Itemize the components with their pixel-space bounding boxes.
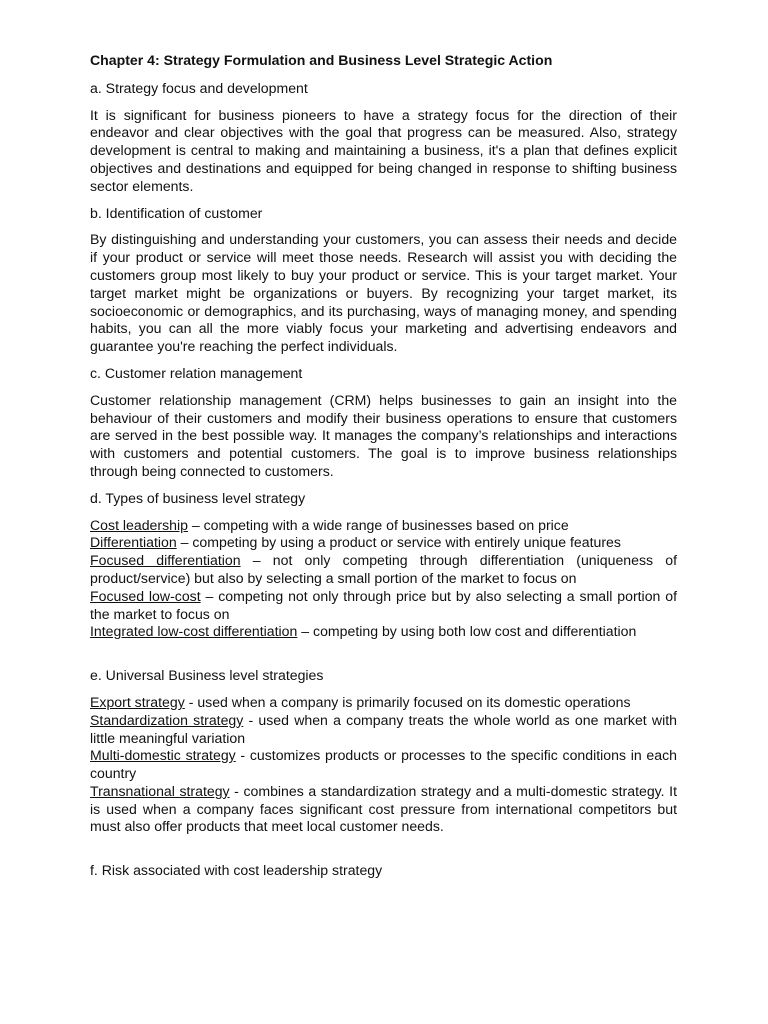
term-description: - combines a standardization strategy and a multi-domestic strategy. It is used when a company faces significant cost pressure from international competitors but must also offer products that meet local customer needs. [90,782,678,835]
section-a-heading: a. Strategy focus and development [90,79,308,96]
section-c-body: Customer relationship management (CRM) helps businesses to gain an insight into the behaviour of their customers and modify their business operations to ensure that customers are served in the best possible way. It manages the company’s relationships and interactions with customers and potential customers. The goal is to improve business relationships through being connected to customers. [90,391,677,479]
list-item [90,552,677,588]
section-e-list [90,694,677,836]
term-description: – competing by using both low cost and differentiation [297,623,637,640]
term-description: - customizes products or processes to the specific conditions in each country [90,747,677,782]
term-focused-low-cost: Focused low-cost [90,587,201,604]
list-item [90,712,677,748]
section-a-body: It is significant for business pioneers to have a strategy focus for the direction of their endeavor and clear objectives with the goal that progress can be measured. Also, strategy development is central to making and maintaining a business, it's a plan that defines explicit objectives and destinations and equipped for being changed in response to shifting business sector elements. [90,106,677,194]
term-differentiation: Differentiation [90,534,177,551]
term-integrated-low-cost-differentiation: Integrated low-cost differentiation [90,623,298,640]
list-item [90,747,677,783]
chapter-title: Chapter 4: Strategy Formulation and Business Level Strategic Action [90,52,553,68]
document-page [90,52,677,889]
section-d-list [90,517,677,642]
term-multi-domestic-strategy: Multi-domestic strategy [90,747,236,764]
list-item [90,588,677,624]
section-b-heading: b. Identification of customer [90,204,263,221]
spacer [90,845,677,862]
section-c-heading: c. Customer relation management [90,364,303,381]
list-item [90,623,677,641]
term-description: – competing by using a product or service with entirely unique features [176,534,621,551]
section-f-heading: f. Risk associated with cost leadership strategy [90,862,383,879]
term-standardization-strategy: Standardization strategy [90,711,244,728]
term-cost-leadership: Cost leadership [90,516,188,533]
list-item [90,783,677,836]
term-description: – competing with a wide range of businesses based on price [187,516,569,533]
term-focused-differentiation: Focused differentiation [90,552,241,569]
term-description: – competing not only through price but by also selecting a small portion of the market to focus on [90,587,677,622]
term-description: - used when a company treats the whole world as one market with little meaningful variation [90,711,677,746]
list-item [90,694,677,712]
term-description: – not only competing through differentiation (uniqueness of product/service) but also by selecting a small portion of the market to focus on [90,552,677,586]
term-transnational-strategy: Transnational strategy [90,782,230,799]
term-export-strategy: Export strategy [90,693,185,710]
section-d-heading: d. Types of business level strategy [90,489,306,506]
section-e-heading: e. Universal Business level strategies [90,667,324,684]
term-description: - used when a company is primarily focused on its domestic operations [184,693,631,710]
spacer [90,650,677,667]
section-b-body: By distinguishing and understanding your customers, you can assess their needs and decide if your product or service will meet those needs. Research will assist you with deciding the customers group most likely to buy your product or service. This is your target market. Your target market might be organizations or buyers. By recognizing your target market, its socioeconomic or demographics, and its purchasing, ways of managing money, and spending habits, you can all the more viably focus your marketing and advertising endeavors and guarantee you're reaching the perfect individuals. [90,231,677,355]
list-item [90,517,677,535]
list-item [90,534,677,552]
